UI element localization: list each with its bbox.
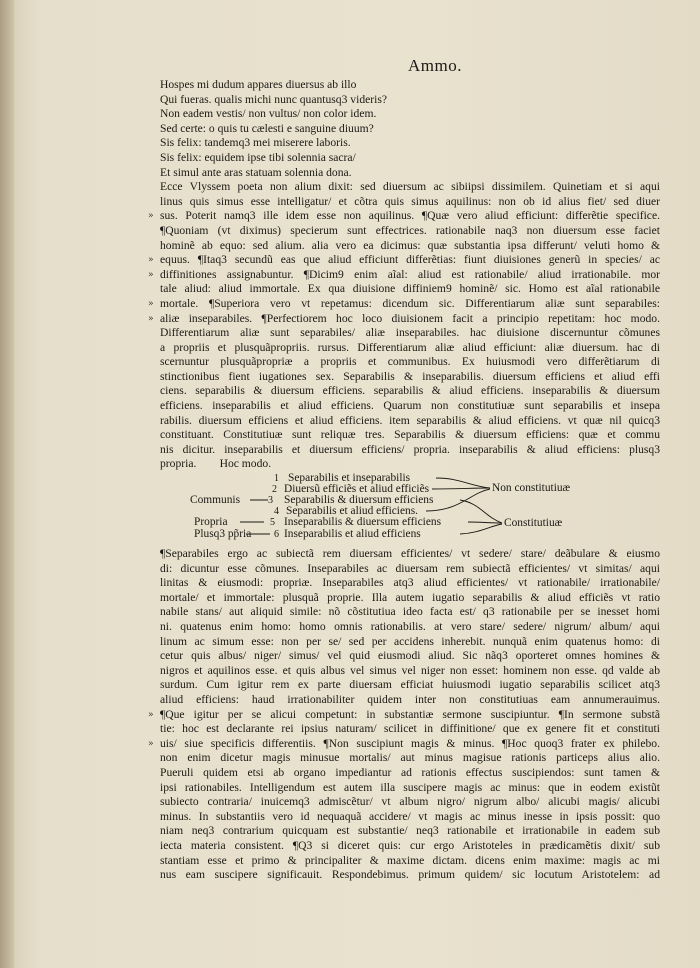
text-line <box>160 839 660 854</box>
text-line <box>148 736 660 752</box>
diagram-item: Separabilis et inseparabilis <box>288 472 411 485</box>
line-text: non enim dicetur magis minusue mortalis/ aut minus magisue rationis particeps alius alio. <box>160 751 660 765</box>
line-text: rabilis. diuersum efficiens et aliud efficiens. item separabilis & aliud efficiens. vt quæ nil quicq3 <box>160 413 660 427</box>
line-text: ni. quatenus enim homo: homo omnis rationabilis. at vero stare/ sedere/ nigrum/ album/ aqui <box>160 620 660 633</box>
label-propria: Propria <box>194 516 228 529</box>
line-text: tale aliud: aliud immortale. Ex qua diuisione diffiniem9 hominẽ/ sic. Homo est aĩal rationabile <box>160 282 660 296</box>
line-text: iecta materia consistent. ¶Q3 si diceret quis: cur ergo Aristoteles in prædicamẽtis dixit/ sub <box>160 838 660 852</box>
text-line <box>160 384 660 399</box>
text-line: Et simul ante aras statuam solennia dona. <box>160 165 352 179</box>
text-block <box>148 78 660 883</box>
text-line <box>160 195 660 210</box>
text-line <box>160 766 660 781</box>
text-line <box>160 399 660 414</box>
differentiae-diagram <box>160 473 660 547</box>
line-text: Pueruli quidem etsi ab organo impediantur ad rationis effectus suscipiendos: sunt tamen & <box>160 765 660 779</box>
line-text: Differentiarum aliæ sunt separabiles/ aliæ inseparabiles. hac diuisione discernuntur cõmunes <box>160 326 660 340</box>
text-line: Sed certe: o quis tu cælesti e sanguine diuum? <box>160 121 374 135</box>
text-line <box>160 678 660 693</box>
prose-block-a <box>148 180 660 472</box>
text-line <box>160 341 660 356</box>
text-line <box>160 722 660 737</box>
line-text: ciens. separabilis & diuersum efficiens. separabilis & aliud efficiens. inseparabilis & diuersum <box>160 384 660 398</box>
label-non-constitutivae: Non constitutiuæ <box>492 482 571 495</box>
text-line <box>160 664 660 679</box>
diagram-num: 3 <box>268 495 273 507</box>
label-plusquam-propria: Plusq3 pp̃ria <box>194 528 252 541</box>
text-line <box>160 620 660 635</box>
text-line <box>160 355 660 370</box>
line-text: aliæ inseparabiles. ¶Perfectiorem hoc loco diuisionem facit a principio repetitam: hoc modo. <box>160 311 660 325</box>
line-text: stinctionibus fient iugationes sex. Separabilis & inseparabilis. diuersum efficiens et aliud effi <box>160 369 660 383</box>
line-text: efficiens. inseparabilis et aliud efficiens. Quarum non constitutiuæ sunt separabilis et insepa <box>160 399 660 413</box>
text-line <box>148 707 660 723</box>
prose-block-b <box>148 547 660 883</box>
line-text: subiecto contraria/ inuicemq3 admiscẽtur/ vt album nigro/ nigrum albo/ alicubi magis/ alicubi <box>160 795 660 809</box>
diagram-line <box>432 488 490 489</box>
text-line <box>160 751 660 766</box>
line-text: stantiam esse et primo & principaliter & maxime dictam. dicens enim maxime: magis ac mi <box>160 853 660 867</box>
text-line: Hospes mi dudum appares diuersus ab illo <box>160 78 357 91</box>
line-text: ipsi rationabiles. Intelligendum est autem illa suscipere magis ac minus: que in eodem existũt <box>160 780 660 794</box>
text-line <box>160 239 660 254</box>
text-line <box>160 562 660 577</box>
verse-block <box>160 78 660 180</box>
diagram-item: Separabilis et aliud efficiens. <box>286 505 419 518</box>
line-text: tie: hoc est declarante rei ipsius naturam/ scilicet in diffinitione/ que ex genere fit et constituti <box>160 722 660 736</box>
text-line <box>160 326 660 341</box>
text-line <box>160 693 660 708</box>
line-text: cetur quis albus/ niger/ simus/ vel quid eiusmodi aliud. Sic nãq3 oporteret omnes homines & <box>160 649 660 663</box>
running-head: Ammo. <box>408 56 462 75</box>
text-line <box>160 781 660 796</box>
text-line <box>160 414 660 429</box>
diagram-line <box>426 489 490 511</box>
text-line: Sis felix: equidem ipse tibi solennia sacra/ <box>160 150 356 164</box>
text-line: Non eadem vestis/ non vultus/ non color idem. <box>160 107 377 121</box>
margin-mark: » <box>148 709 154 720</box>
text-line <box>160 428 660 443</box>
line-text: hominẽ ab equo: sed alium. alia vero ea dicimus: quæ substantia ipsa differunt/ veluti homo & <box>160 238 660 252</box>
margin-mark: » <box>148 255 154 266</box>
line-text: nus eam suscipere significauit. Respondebimus. primum quidem/ sic locutum Aristotelem: ad <box>160 868 660 882</box>
diagram-line <box>468 522 502 523</box>
line-text: equus. ¶Itaq3 secundũ eas que aliud efficiunt differẽtias: fiunt diuisiones generũ in species/ ac <box>160 253 660 267</box>
text-line <box>160 810 660 825</box>
text-line <box>160 370 660 385</box>
line-text: nabile stans/ aut aliquid simile: nõ cõstitutiua ideo facta est/ q3 rationabile per se inesset homi <box>160 605 660 619</box>
text-line <box>160 591 660 606</box>
margin-mark: » <box>148 211 154 222</box>
line-text: ¶Quoniam (vt diximus) specierum sunt effectrices. rationabile naq3 non diuersum esse faciet <box>160 223 660 237</box>
line-text: a propriis et plusquãpropriis. rursus. Differentiarum aliæ aliud efficiunt: aliæ diuersum. hac di <box>160 340 660 354</box>
text-line <box>148 209 660 224</box>
text-line <box>160 547 660 562</box>
diagram-line <box>460 500 502 523</box>
diagram-num: 5 <box>270 517 275 529</box>
diagram-item: Separabilis & diuersum efficiens <box>284 494 434 507</box>
line-text: di: dicuntur esse cõmunes. Inseparabiles ac diuersam rem subiectã efficientes/ vt simitas/ aqui <box>160 561 660 575</box>
diagram-item: Inseparabilis et aliud efficiens <box>284 528 421 541</box>
diagram-num: 4 <box>274 506 279 518</box>
text-line <box>148 296 660 312</box>
text-line <box>148 311 660 327</box>
page-gutter <box>0 0 14 968</box>
line-text: linitas & eiusmodi: propriæ. Inseparabiles atq3 aliud efficientes/ vt rationabile/ irrationabile/ <box>160 576 660 590</box>
text-line <box>160 457 660 472</box>
text-line <box>160 635 660 650</box>
text-line <box>160 605 660 620</box>
text-line <box>160 576 660 591</box>
line-text: nigros et aquilinos esse. et quis albus vel simus vel niger non esset: hominem non esse. qd valde ab <box>160 663 660 677</box>
margin-mark: » <box>148 738 154 749</box>
text-line <box>148 253 660 268</box>
line-text: constituant. Constitutiuæ sunt reliquæ tres. Separabilis & diuersum efficiens: quæ et commu <box>160 428 660 442</box>
text-line <box>160 824 660 839</box>
margin-mark: » <box>148 298 154 309</box>
text-line <box>160 443 660 458</box>
text-line <box>160 854 660 869</box>
label-communis: Communis <box>190 494 241 507</box>
line-text: niam neq3 contrarium quicquam est substantie/ neq3 rationabile et irrationabile in eadem sub <box>160 824 660 838</box>
diagram-line <box>460 524 502 534</box>
text-line <box>160 649 660 664</box>
diagram-num: 6 <box>274 529 279 541</box>
text-line <box>148 267 660 283</box>
diagram-item: Inseparabilis & diuersum efficiens <box>284 516 441 529</box>
line-text: scernuntur plusquãpropriæ a propriis et communibus. Ex huiusmodi vero differẽtiarum di <box>160 355 660 369</box>
diagram-num: 2 <box>272 484 277 496</box>
diagram-item: Diuersũ efficiẽs et aliud efficiẽs <box>284 483 430 496</box>
text-line <box>160 282 660 297</box>
line-text: linus quis simus esse intelligatur/ et cõtra quis simus aquilinus: non ob id alius fiet/ sed diuer <box>160 194 660 208</box>
text-line: Qui fueras. qualis michi nunc quantusq3 videris? <box>160 92 387 106</box>
margin-mark: » <box>148 313 154 324</box>
line-text: minus. In substantiis vero id nequaquã accidere/ vt magis ac minus inesse in ipsis possit: quo <box>160 809 660 823</box>
text-line <box>160 180 660 195</box>
line-text: ¶Separabiles ergo ac subiectã rem diuersam efficientes/ vt sedere/ stare/ deãbulare & eiusmo <box>160 547 660 561</box>
label-constitutivae: Constitutiuæ <box>504 517 563 530</box>
margin-mark: » <box>148 269 154 280</box>
line-text: uis/ siue specificis differentiis. ¶Non suscipiunt magis & minus. ¶Hoc quoq3 frater ex philebo. <box>160 736 660 750</box>
line-text: aliud efficiens: haud irrationabiliter quidem inter non constitutiuas eam annumerauimus. <box>160 692 660 706</box>
line-text: diffinitiones assignabuntur. ¶Dicim9 enim aĩal: aliud est rationabile/ aliud irrationabile. mor <box>160 267 660 281</box>
line-text: mortale. ¶Superiora vero vt repetamus: dicendum sic. Differentiarum aliæ sunt separabiles: <box>160 296 660 310</box>
text-line <box>160 868 660 883</box>
text-line: Sis felix: tandemq3 mei miserere laboris. <box>160 136 351 150</box>
line-text: Ecce Vlyssem poeta non alium dixit: sed diuersum ac sibiipsi dissimilem. Quinetiam et si aqui <box>160 180 660 194</box>
line-text: propria. Hoc modo. <box>160 457 272 471</box>
text-line <box>160 224 660 239</box>
line-text: sus. Poterit namq3 ille idem esse non aquilinus. ¶Quæ vero aliud efficiunt: differẽtie specifice. <box>160 209 660 223</box>
line-text: nis dicitur. inseparabilis et diuersum efficiens/ propria. inseparabilis & aliud efficiens: plusq3 <box>160 442 660 456</box>
line-text: linum ac simum esse: non per se/ sed per accidens inherebit. nunquã enim quatenus homo: di <box>160 634 660 648</box>
diagram-line <box>436 478 490 488</box>
text-line <box>160 795 660 810</box>
diagram-num: 1 <box>274 473 279 485</box>
line-text: surdum. Cum igitur rem ex parte diuersam efficiat huiusmodi iugatio separabilis scilicet atq3 <box>160 678 660 692</box>
line-text: mortale/ et immortale: plusquã proprie. Illa autem iugatio separabilis & aliud efficiẽs vt ratio <box>160 590 660 604</box>
line-text: ¶Que igitur per se alicui competunt: in substantiæ sermone suscipiuntur. ¶In sermone substã <box>160 707 660 721</box>
